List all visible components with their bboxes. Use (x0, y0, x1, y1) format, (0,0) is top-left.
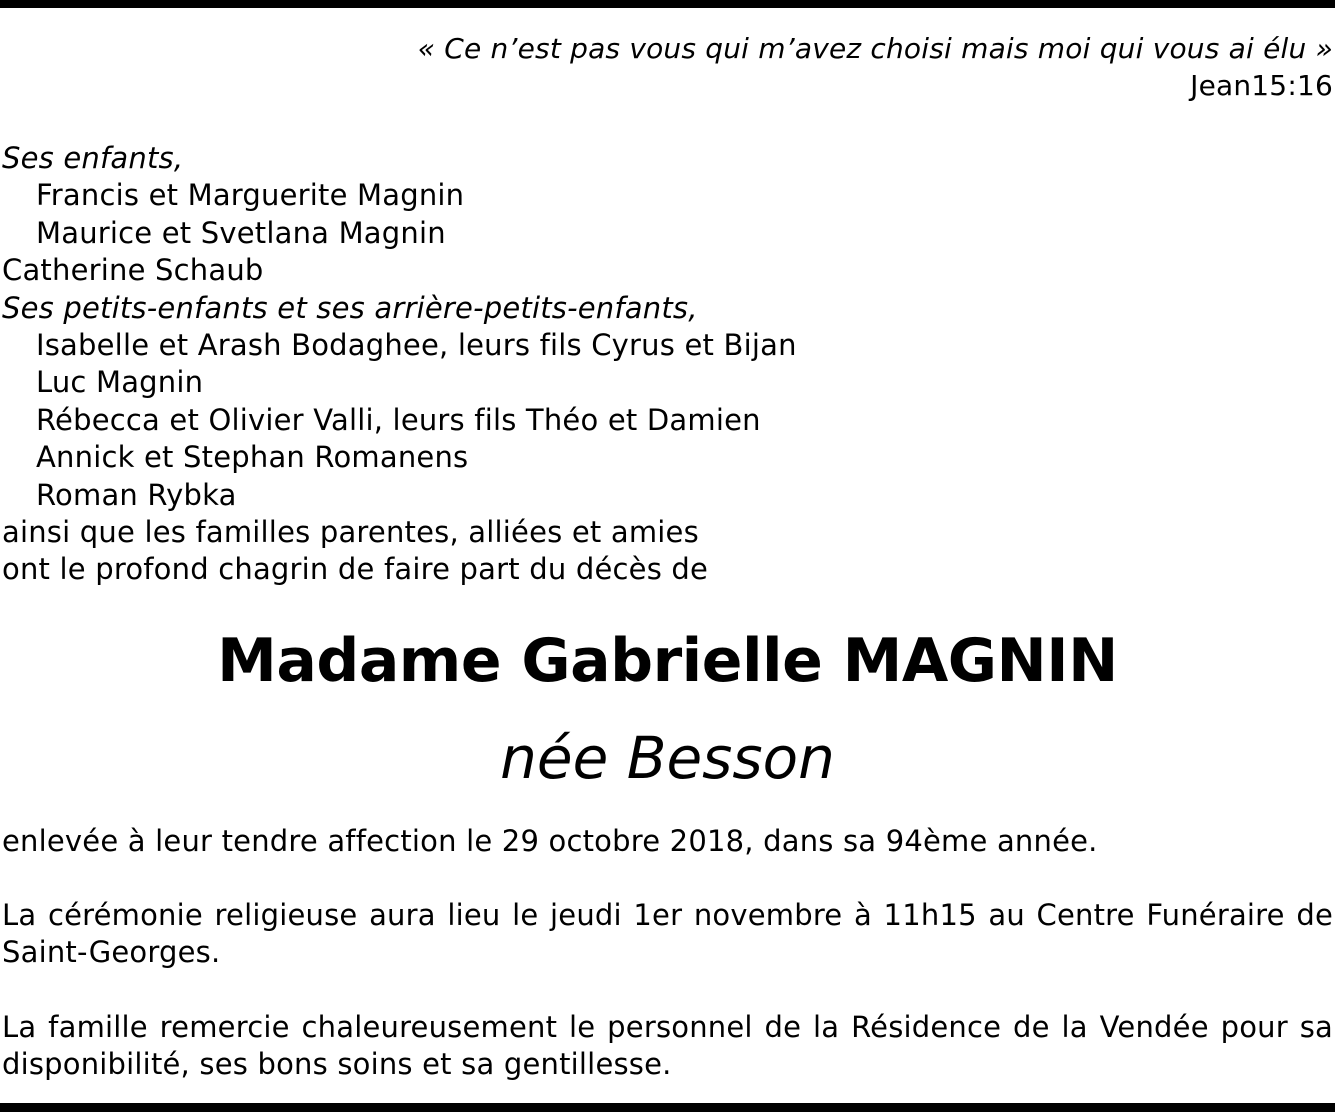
family-line: Catherine Schaub (2, 253, 264, 288)
family-line: Francis et Marguerite Magnin (36, 178, 465, 213)
family-line: Roman Rybka (36, 477, 237, 512)
thanks-paragraph: La famille remercie chaleureusement le personnel de la Résidence de la Vendée pour sa disponibilité, ses bons soins et sa gentillesse. (2, 1010, 1333, 1082)
top-rule (0, 0, 1335, 8)
epigraph-quote: « Ce n’est pas vous qui m’avez choisi mais moi qui vous ai élu » (417, 32, 1333, 65)
epigraph (418, 30, 1333, 104)
family-line: Maurice et Svetlana Magnin (36, 215, 446, 250)
death-paragraph: enlevée à leur tendre affection le 29 octobre 2018, dans sa 94ème année. (2, 824, 1098, 858)
deceased-name: Madame Gabrielle MAGNIN (217, 626, 1118, 696)
bottom-rule (0, 1103, 1335, 1112)
family-line: ainsi que les familles parentes, alliées et amies (2, 515, 699, 550)
family-list (2, 140, 797, 589)
family-heading: Ses enfants, (2, 141, 184, 175)
family-line: Rébecca et Olivier Valli, leurs fils Théo et Damien (36, 402, 761, 437)
deceased-maiden-name: née Besson (500, 724, 835, 792)
family-heading: Ses petits-enfants et ses arrière-petits-enfants, (2, 290, 698, 325)
family-line: Luc Magnin (36, 365, 204, 400)
epigraph-reference: Jean15:16 (1190, 69, 1333, 102)
family-line: ont le profond chagrin de faire part du décès de (2, 552, 709, 587)
ceremony-paragraph: La cérémonie religieuse aura lieu le jeudi 1er novembre à 11h15 au Centre Funéraire de Saint-Georges. (2, 898, 1333, 970)
family-line: Annick et Stephan Romanens (36, 440, 469, 475)
family-line: Isabelle et Arash Bodaghee, leurs fils Cyrus et Bijan (36, 328, 797, 363)
